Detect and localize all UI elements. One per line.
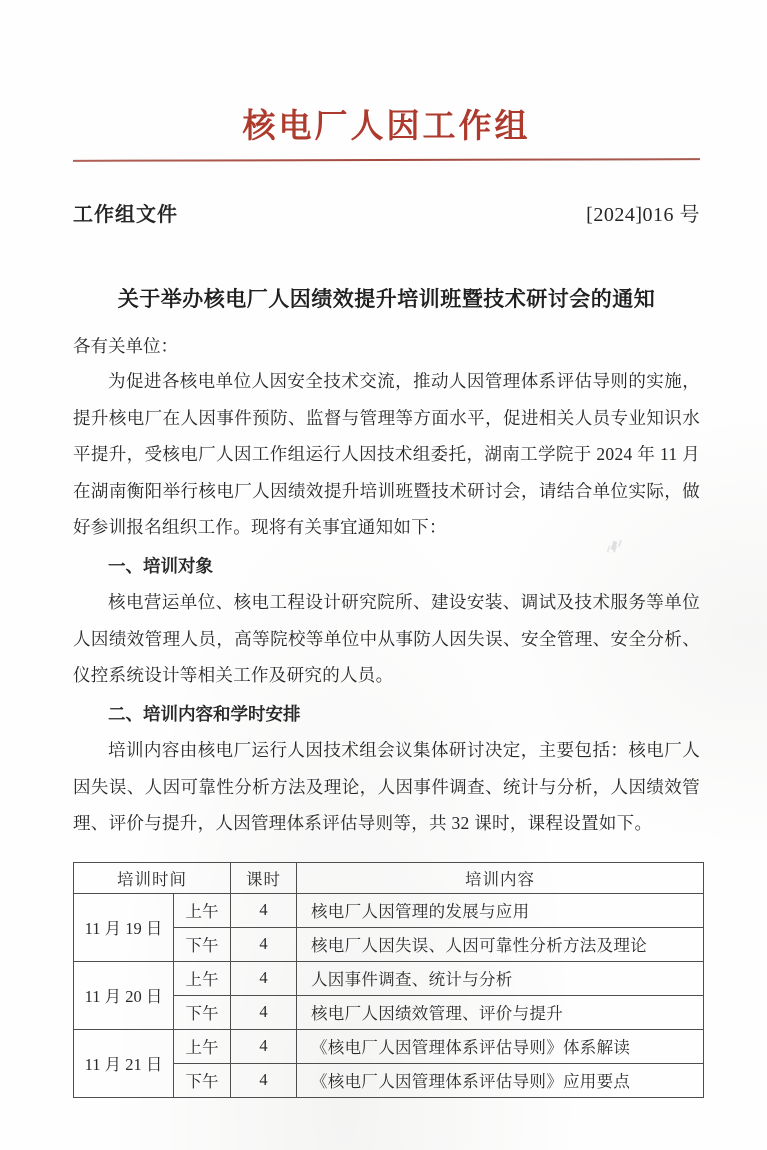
table-row bbox=[74, 893, 704, 927]
notice-title: 关于举办核电厂人因绩效提升培训班暨技术研讨会的通知 bbox=[117, 288, 656, 311]
content-cell: 核电厂人因绩效管理、评价与提升 bbox=[297, 995, 704, 1029]
content-cell: 《核电厂人因管理体系评估导则》体系解读 bbox=[297, 1029, 704, 1063]
page-content bbox=[0, 104, 767, 1098]
hours-cell: 4 bbox=[231, 995, 297, 1029]
date-cell: 11 月 20 日 bbox=[74, 961, 174, 1029]
content-cell: 《核电厂人因管理体系评估导则》应用要点 bbox=[297, 1063, 704, 1097]
period-cell: 下午 bbox=[174, 1063, 231, 1097]
letterhead-org-title: 核电厂人因工作组 bbox=[242, 107, 531, 144]
hours-cell: 4 bbox=[231, 1063, 297, 1097]
period-cell: 下午 bbox=[174, 927, 231, 961]
section-1-heading: 一、培训对象 bbox=[108, 555, 213, 576]
content-cell: 核电厂人因失误、人因可靠性分析方法及理论 bbox=[297, 927, 704, 961]
doc-number: [2024]016 号 bbox=[586, 204, 700, 226]
header-content: 培训内容 bbox=[297, 862, 704, 893]
table-header-row bbox=[74, 862, 704, 893]
content-cell: 核电厂人因管理的发展与应用 bbox=[297, 893, 704, 927]
doc-type-label: 工作组文件 bbox=[73, 204, 178, 226]
table-row bbox=[74, 961, 704, 995]
period-cell: 上午 bbox=[174, 1029, 231, 1063]
section-1-body: 核电营运单位、核电工程设计研究院所、建设安装、调试及技术服务等单位人因绩效管理人员，高等院校等单位中从事防人因失误、安全管理、安全分析、仪控系统设计等相关工作及研究的人员。 bbox=[73, 592, 700, 685]
salutation: 各有关单位： bbox=[73, 336, 178, 356]
period-cell: 上午 bbox=[174, 961, 231, 995]
doc-info-row bbox=[73, 203, 700, 227]
letterhead-rule bbox=[73, 158, 700, 162]
section-2-body: 培训内容由核电厂运行人因技术组会议集体研讨决定，主要包括：核电厂人因失误、人因可靠性分析方法及理论，人因事件调查、统计与分析，人因绩效管理、评价与提升，人因管理体系评估导则等，共 32 课时，课程设置如下。 bbox=[73, 740, 700, 833]
hours-cell: 4 bbox=[231, 893, 297, 927]
hours-cell: 4 bbox=[231, 961, 297, 995]
intro-paragraph: 为促进各核电单位人因安全技术交流，推动人因管理体系评估导则的实施，提升核电厂在人因事件预防、监督与管理等方面水平，促进相关人员专业知识水平提升，受核电厂人因工作组运行人因技术组委托，湖南工学院于 2024 年 11 月在湖南衡阳举行核电厂人因绩效提升培训班暨技术研讨会，请结合单位实际，做好参训报名组织工作。现将有关事宜通知如下： bbox=[73, 371, 700, 537]
header-hours: 课时 bbox=[231, 862, 297, 893]
content-cell: 人因事件调查、统计与分析 bbox=[297, 961, 704, 995]
hours-cell: 4 bbox=[231, 927, 297, 961]
date-cell: 11 月 21 日 bbox=[74, 1029, 174, 1097]
training-schedule-table bbox=[73, 862, 704, 1098]
period-cell: 上午 bbox=[174, 893, 231, 927]
header-training-time: 培训时间 bbox=[74, 862, 231, 893]
section-2-heading: 二、培训内容和学时安排 bbox=[108, 703, 301, 724]
date-cell: 11 月 19 日 bbox=[74, 893, 174, 961]
period-cell: 下午 bbox=[174, 995, 231, 1029]
table-row bbox=[74, 1029, 704, 1063]
hours-cell: 4 bbox=[231, 1029, 297, 1063]
